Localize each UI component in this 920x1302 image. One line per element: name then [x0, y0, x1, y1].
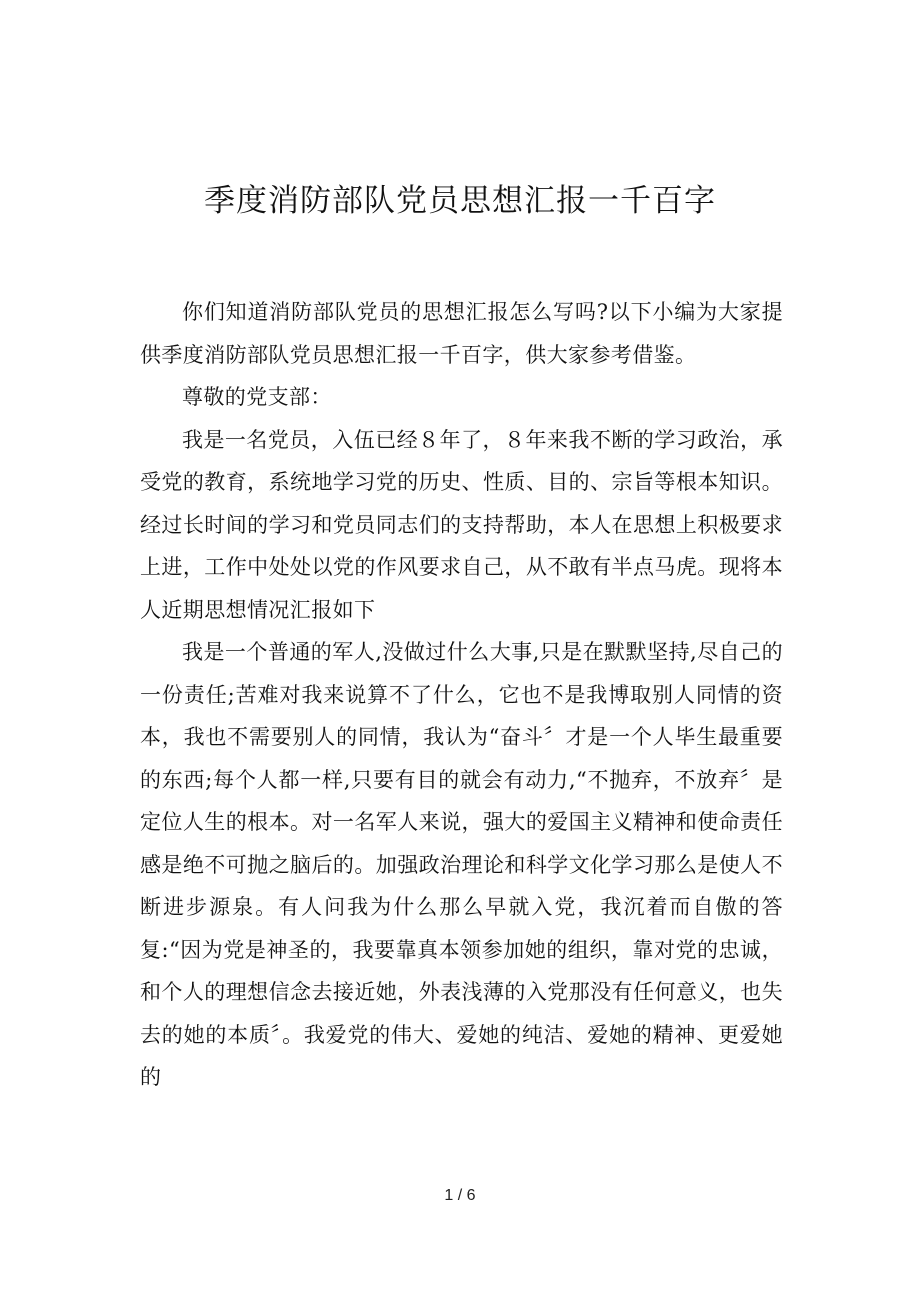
paragraph-intro: 你们知道消防部队党员的思想汇报怎么写吗?以下小编为大家提供季度消防部队党员思想汇报一千百字，供大家参考借鉴。 [140, 300, 783, 367]
paragraph-background: 我是一名党员，入伍已经８年了，８年来我不断的学习政治，承受党的教育，系统地学习党的历史、性质、目的、宗旨等根本知识。经过长时间的学习和党员同志们的支持帮助，本人在思想上积极要求上进，工作中处处以党的作风要求自己，从不敢有半点马虎。现将本人近期思想情况汇报如下 [140, 427, 783, 622]
paragraph-reflection: 我是一个普通的军人,没做过什么大事,只是在默默坚持,尽自己的一份责任;苦难对我来说算不了什么，它也不是我博取别人同情的资本，我也不需要别人的同情，我认为“奋斗〞才是一个人毕生最重要的东西;每个人都一样,只要有目的就会有动力,“不抛弃，不放弃〞是定位人生的根本。对一名军人来说，强大的爱国主义精神和使命责任感是绝不可抛之脑后的。加强政治理论和科学文化学习那么是使人不断进步源泉。有人问我为什么那么早就入党，我沉着而自傲的答复:“因为党是神圣的，我要靠真本领参加她的组织，靠对党的忠诚，和个人的理想信念去接近她，外表浅薄的入党那没有任何意义，也失去的她的本质〞。我爱党的伟大、爱她的纯洁、爱她的精神、更爱她的 [140, 640, 783, 1089]
page-number: 1 / 6 [444, 1187, 476, 1204]
document-title: 季度消防部队党员思想汇报一千百字 [204, 183, 716, 219]
document-body [140, 291, 783, 1099]
paragraph-salutation: 尊敬的党支部： [182, 385, 332, 409]
